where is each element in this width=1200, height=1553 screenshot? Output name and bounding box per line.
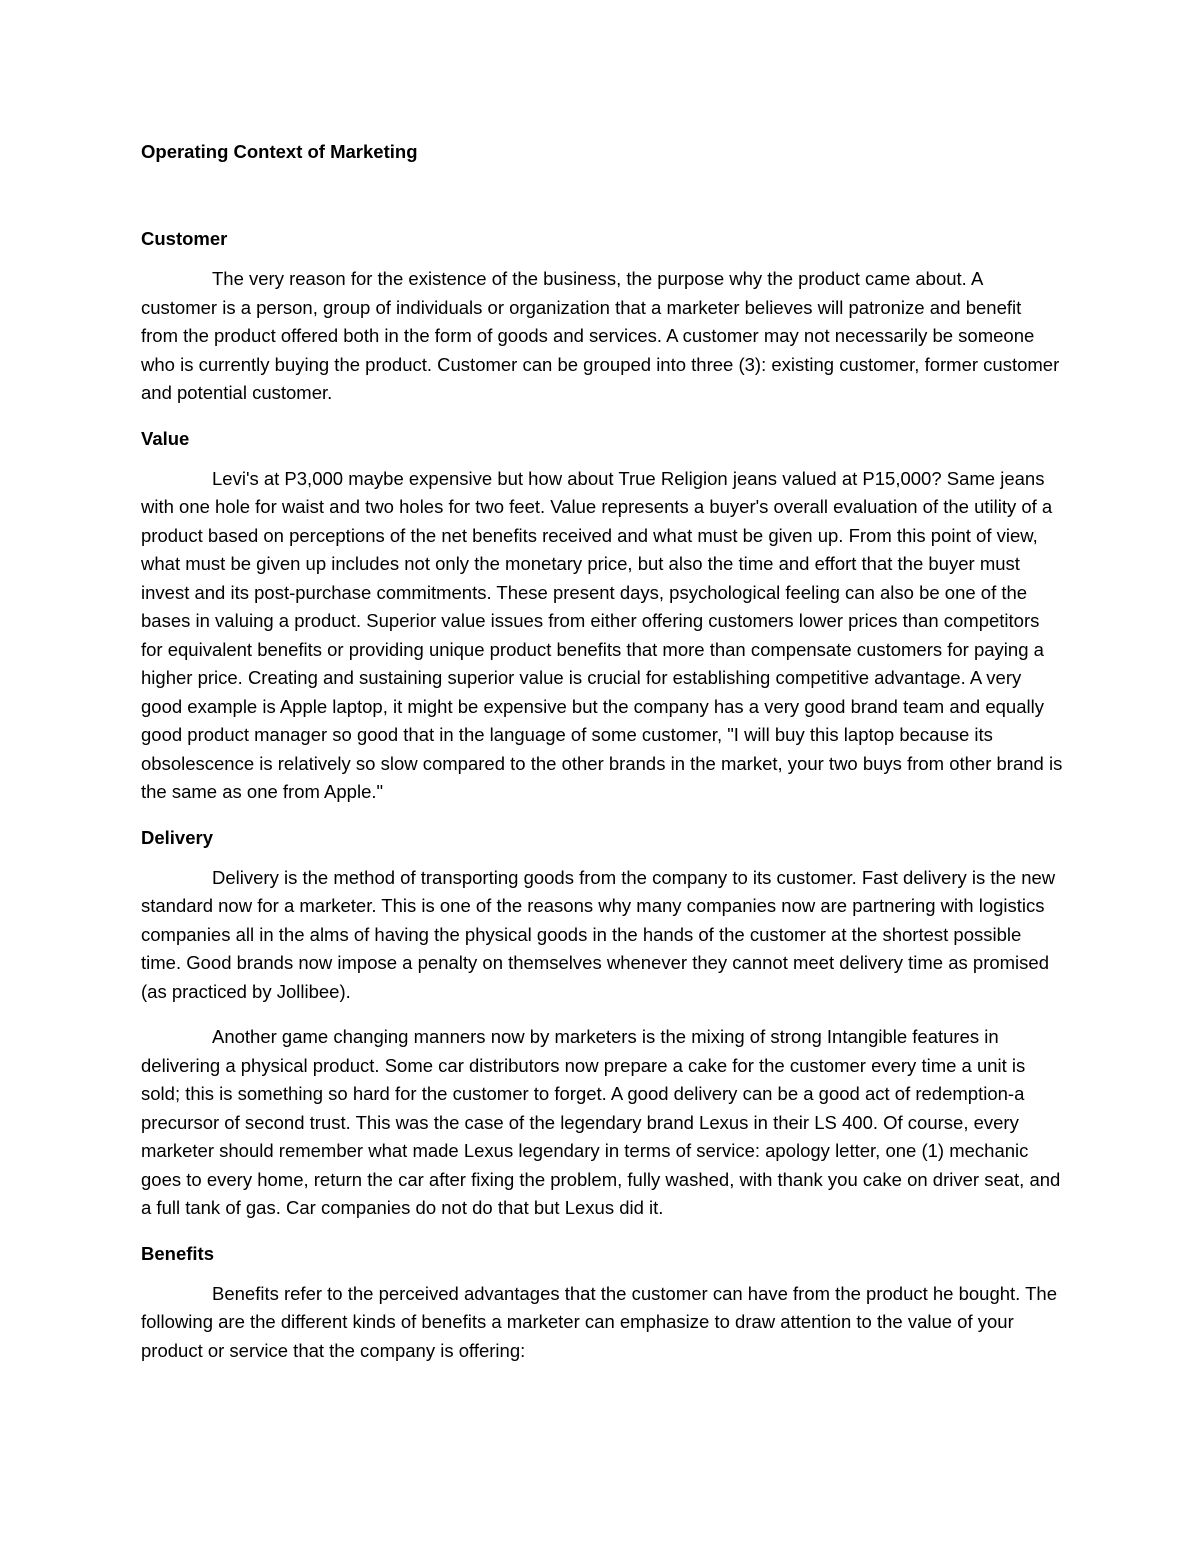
section-value (141, 425, 1063, 807)
section-benefits (141, 1240, 1063, 1366)
delivery-paragraph-2: Another game changing manners now by marketers is the mixing of strong Intangible features in delivering a physical product. Some car distributors now prepare a cake for the customer every time a unit is sold; this is something so hard for the customer to forget. A good delivery can be a good act of redemption-a precursor of second trust. This was the case of the legendary brand Lexus in their LS 400. Of course, every marketer should remember what made Lexus legendary in terms of service: apology letter, one (1) mechanic goes to every home, return the car after fixing the problem, fully washed, with thank you cake on driver seat, and a full tank of gas. Car companies do not do that but Lexus did it. (141, 1026, 1061, 1218)
customer-paragraph: The very reason for the existence of the business, the purpose why the product came about. A customer is a person, group of individuals or organization that a marketer believes will patronize and benefit from the product offered both in the form of goods and services. A customer may not necessarily be someone who is currently buying the product. Customer can be grouped into three (3): existing customer, former customer and potential customer. (141, 268, 1060, 403)
section-delivery (141, 824, 1063, 1223)
benefits-paragraph: Benefits refer to the perceived advantages that the customer can have from the product he bought. The following are the different kinds of benefits a marketer can emphasize to draw attention to the value of your product or service that the company is offering: (141, 1282, 1058, 1361)
section-customer (141, 225, 1063, 408)
section-heading-value: Value (141, 427, 190, 449)
delivery-paragraph-1: Delivery is the method of transporting goods from the company to its customer. Fast delivery is the new standard now for a marketer. This is one of the reasons why many companies now are partnering with logistics companies all in the alms of having the physical goods in the hands of the customer at the shortest possible time. Good brands now impose a penalty on themselves whenever they cannot meet delivery time as promised (as practiced by Jollibee). (141, 866, 1056, 1002)
document-page (141, 138, 1063, 1382)
section-heading-benefits: Benefits (141, 1242, 214, 1264)
value-paragraph: Levi's at P3,000 maybe expensive but how about True Religion jeans valued at P15,000? Same jeans with one hole for waist and two holes for two feet. Value represents a buyer's overall evaluation of the utility of a product based on perceptions of the net benefits received and what must be given up. From this point of view, what must be given up includes not only the monetary price, but also the time and effort that the buyer must invest and its post-purchase commitments. These present days, psychological feeling can also be one of the bases in valuing a product. Superior value issues from either offering customers lower prices than competitors for equivalent benefits or providing unique product benefits that more than compensate customers for paying a higher price. Creating and sustaining superior value is crucial for establishing competitive advantage. A very good example is Apple laptop, it might be expensive but the company has a very good brand team and equally good product manager so good that in the language of some customer, "I will buy this laptop because its obsolescence is relatively so slow compared to the other brands in the market, your two buys from other brand is the same as one from Apple." (141, 467, 1063, 802)
section-heading-customer: Customer (141, 228, 228, 249)
section-heading-delivery: Delivery (141, 826, 213, 848)
document-title: Operating Context of Marketing (141, 141, 418, 162)
